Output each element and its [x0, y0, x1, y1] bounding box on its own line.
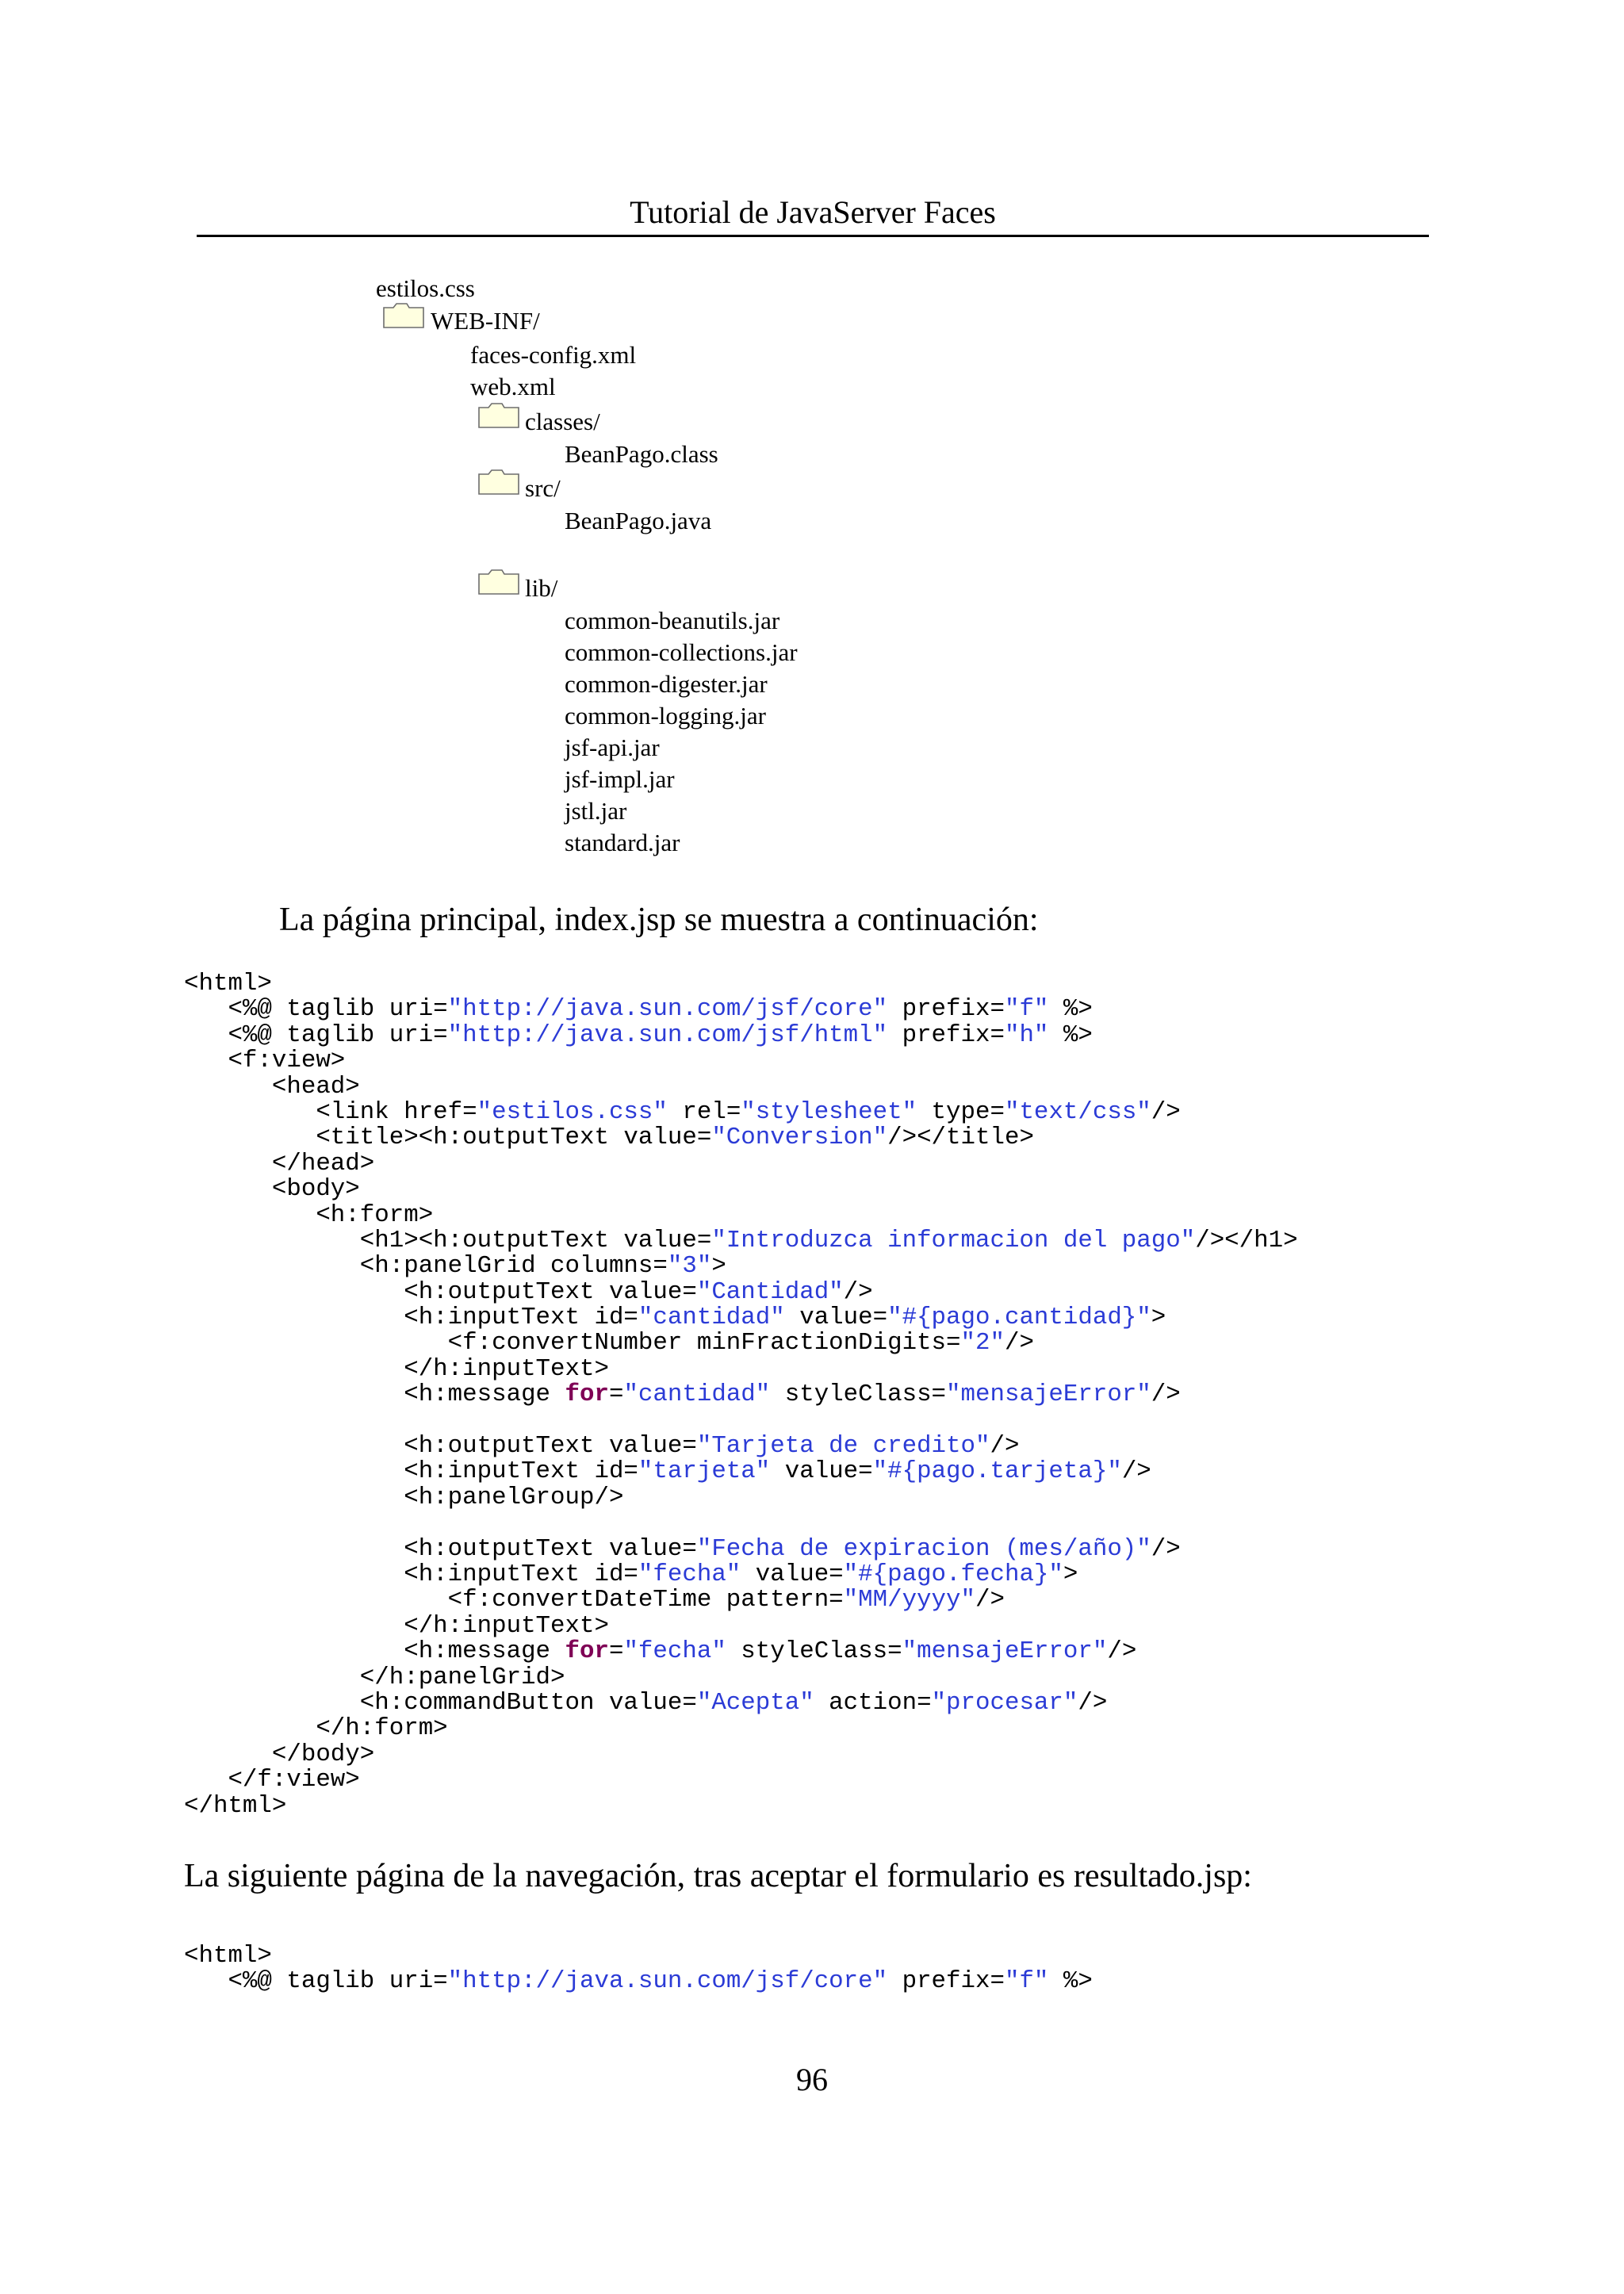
code-line: [184, 1305, 1298, 1331]
code-string: "fecha": [623, 1637, 726, 1666]
code-string: "procesar": [931, 1688, 1078, 1717]
code-string: "cantidad": [638, 1304, 785, 1332]
code-line: [184, 971, 1298, 997]
code-text: <%@ taglib uri=: [184, 995, 448, 1024]
code-text: =: [608, 1381, 624, 1409]
code-text: %>: [1048, 1021, 1093, 1049]
code-text: <%@ taglib uri=: [184, 1021, 448, 1049]
code-text: />: [1151, 1534, 1181, 1563]
code-string: "fecha": [638, 1560, 741, 1588]
code-text: />: [975, 1586, 1005, 1614]
code-text: >: [1063, 1560, 1078, 1588]
code-text: /></h1>: [1195, 1226, 1298, 1254]
code-text: </head>: [184, 1149, 375, 1178]
code-string: "Tarjeta de credito": [696, 1432, 990, 1461]
code-line: [184, 1639, 1298, 1664]
code-line: [184, 1485, 1298, 1511]
folder-src: src/: [525, 474, 561, 502]
code-line: [184, 1459, 1298, 1484]
code-text: value=: [770, 1457, 873, 1486]
code-keyword: for: [565, 1381, 609, 1409]
file-jar: jsf-api.jar: [565, 733, 660, 761]
code-text: />: [1078, 1688, 1108, 1717]
code-string: "Acepta": [696, 1688, 814, 1717]
folder-icon: [478, 469, 519, 495]
folder-icon: [383, 303, 424, 328]
file-beanpago-java: BeanPago.java: [565, 507, 712, 534]
code-line: [184, 1742, 1298, 1767]
code-string: "mensajeError": [946, 1381, 1151, 1409]
code-text: />: [1151, 1097, 1181, 1126]
next-paragraph: La siguiente página de la navegación, tras aceptar el formulario es resultado.jsp:: [184, 1858, 1252, 1894]
file-estilos-css: estilos.css: [376, 274, 475, 302]
code-string: "mensajeError": [902, 1637, 1108, 1666]
code-string: "http://java.sun.com/jsf/core": [447, 1967, 888, 1996]
page-number: 96: [796, 2062, 828, 2097]
code-text: />: [990, 1432, 1020, 1461]
code-string: "#{pago.cantidad}": [887, 1304, 1151, 1332]
code-line: [184, 1969, 1093, 1994]
code-text: </h:inputText>: [184, 1354, 609, 1383]
code-string: "2": [960, 1329, 1005, 1358]
code-line: [184, 1611, 1298, 1640]
code-text: >: [711, 1252, 726, 1281]
code-string: "Fecha de expiracion (mes/año)": [696, 1534, 1151, 1563]
code-text: <h:panelGrid columns=: [184, 1252, 668, 1281]
code-text: /></title>: [887, 1124, 1034, 1152]
code-line: [184, 1408, 1298, 1434]
code-text: <h:outputText value=: [184, 1277, 697, 1306]
code-text: %>: [1048, 995, 1093, 1024]
code-line: [184, 1074, 1298, 1100]
code-line: [184, 1382, 1298, 1407]
code-line: [184, 1177, 1298, 1202]
code-text: <f:convertDateTime pattern=: [184, 1586, 844, 1614]
code-line: [184, 1688, 1298, 1717]
code-string: "Conversion": [711, 1124, 888, 1152]
file-jar: jstl.jar: [565, 797, 627, 825]
code-line: [184, 1434, 1298, 1459]
file-jar: common-collections.jar: [565, 638, 798, 666]
code-text: styleClass=: [726, 1637, 902, 1666]
file-web-xml: web.xml: [470, 373, 556, 400]
code-line: [184, 1791, 1298, 1820]
code-text: />: [1107, 1637, 1137, 1666]
code-text: />: [1121, 1457, 1151, 1486]
code-text: />: [1004, 1329, 1034, 1358]
code-string: "text/css": [1004, 1097, 1151, 1126]
code-text: <title><h:outputText value=: [184, 1124, 712, 1152]
code-line: [184, 1587, 1298, 1613]
code-text: </h:panelGrid>: [184, 1663, 565, 1691]
code-line: [184, 1151, 1298, 1177]
code-string: "h": [1004, 1021, 1049, 1049]
code-text: styleClass=: [770, 1381, 947, 1409]
folder-web-inf: WEB-INF/: [431, 307, 540, 335]
code-string: "http://java.sun.com/jsf/html": [447, 1021, 888, 1049]
code-keyword: for: [565, 1637, 609, 1666]
code-text: />: [1151, 1381, 1181, 1409]
code-string: "#{pago.tarjeta}": [872, 1457, 1122, 1486]
code-text: <html>: [184, 1942, 272, 1970]
header-rule: [197, 235, 1429, 237]
code-text: <h:inputText id=: [184, 1457, 638, 1486]
folder-icon: [478, 403, 519, 428]
code-line: [184, 1511, 1298, 1536]
code-text: prefix=: [887, 995, 1005, 1024]
code-text: =: [608, 1637, 624, 1666]
code-line: [184, 1048, 1298, 1074]
code-text: <f:convertNumber minFractionDigits=: [184, 1329, 961, 1358]
code-string: "3": [667, 1252, 712, 1281]
code-line: [184, 1767, 1298, 1793]
code-line: [184, 1203, 1298, 1228]
code-text: <f:view>: [184, 1047, 346, 1075]
code-line: [184, 1534, 1298, 1563]
file-faces-config: faces-config.xml: [470, 341, 637, 369]
code-text: action=: [814, 1688, 932, 1717]
code-line: [184, 1331, 1298, 1356]
code-text: rel=: [667, 1097, 741, 1126]
code-text: >: [1151, 1304, 1166, 1332]
code-text: <h:form>: [184, 1201, 434, 1229]
code-text: <h:outputText value=: [184, 1432, 697, 1461]
code-string: "#{pago.fecha}": [843, 1560, 1063, 1588]
folder-lib: lib/: [525, 574, 558, 602]
file-jar: jsf-impl.jar: [565, 765, 675, 793]
code-text: <body>: [184, 1175, 360, 1204]
code-line: [184, 1277, 1298, 1306]
code-string: "MM/yyyy": [843, 1586, 975, 1614]
file-beanpago-class: BeanPago.class: [565, 440, 718, 468]
code-text: />: [843, 1277, 873, 1306]
code-text: </html>: [184, 1791, 287, 1820]
code-text: <h:inputText id=: [184, 1560, 638, 1588]
folder-icon: [478, 569, 519, 595]
code-string: "cantidad": [623, 1381, 771, 1409]
code-listing-index-jsp: [184, 971, 1298, 1819]
code-string: "Cantidad": [696, 1277, 844, 1306]
code-string: "http://java.sun.com/jsf/core": [447, 995, 888, 1024]
running-header: Tutorial de JavaServer Faces: [630, 194, 996, 230]
code-text: %>: [1048, 1967, 1093, 1996]
code-text: <h:inputText id=: [184, 1304, 638, 1332]
file-jar: common-logging.jar: [565, 702, 766, 730]
folder-classes: classes/: [525, 408, 600, 435]
code-text: </h:inputText>: [184, 1611, 609, 1640]
code-line: [184, 1354, 1298, 1383]
code-string: "stylesheet": [741, 1097, 917, 1126]
file-jar: common-beanutils.jar: [565, 607, 780, 634]
code-line: [184, 1944, 1093, 1969]
code-text: </f:view>: [184, 1766, 360, 1794]
code-text: <head>: [184, 1072, 360, 1101]
code-text: <link href=: [184, 1097, 477, 1126]
code-line: [184, 1665, 1298, 1691]
code-line: [184, 1125, 1298, 1151]
code-line: [184, 1562, 1298, 1587]
file-jar: common-digester.jar: [565, 670, 768, 698]
code-text: <h:commandButton value=: [184, 1688, 697, 1717]
code-line: [184, 1716, 1298, 1741]
code-string: "Introduzca informacion del pago": [711, 1226, 1196, 1254]
code-text: value=: [741, 1560, 844, 1588]
code-text: <html>: [184, 970, 272, 998]
code-text: <h:outputText value=: [184, 1534, 697, 1563]
code-string: "f": [1004, 995, 1049, 1024]
code-text: <h:panelGroup/>: [184, 1483, 624, 1511]
file-jar: standard.jar: [565, 829, 680, 856]
code-line: [184, 1254, 1298, 1279]
code-text: <h:message: [184, 1381, 565, 1409]
code-text: <%@ taglib uri=: [184, 1967, 448, 1996]
code-text: type=: [917, 1097, 1005, 1126]
code-text: <h1><h:outputText value=: [184, 1226, 712, 1254]
code-string: "tarjeta": [638, 1457, 771, 1486]
intro-paragraph: La página principal, index.jsp se muestra a continuación:: [279, 902, 1039, 938]
code-line: [184, 1228, 1298, 1254]
code-string: "estilos.css": [477, 1097, 668, 1126]
code-text: prefix=: [887, 1967, 1005, 1996]
code-text: prefix=: [887, 1021, 1005, 1049]
code-line: [184, 1097, 1298, 1126]
code-text: <h:message: [184, 1637, 565, 1666]
code-line: [184, 997, 1298, 1022]
code-string: "f": [1004, 1967, 1049, 1996]
code-line: [184, 1023, 1298, 1048]
code-text: </body>: [184, 1740, 375, 1768]
code-text: value=: [784, 1304, 888, 1332]
code-text: </h:form>: [184, 1714, 448, 1743]
code-listing-resultado-jsp: [184, 1944, 1093, 1995]
